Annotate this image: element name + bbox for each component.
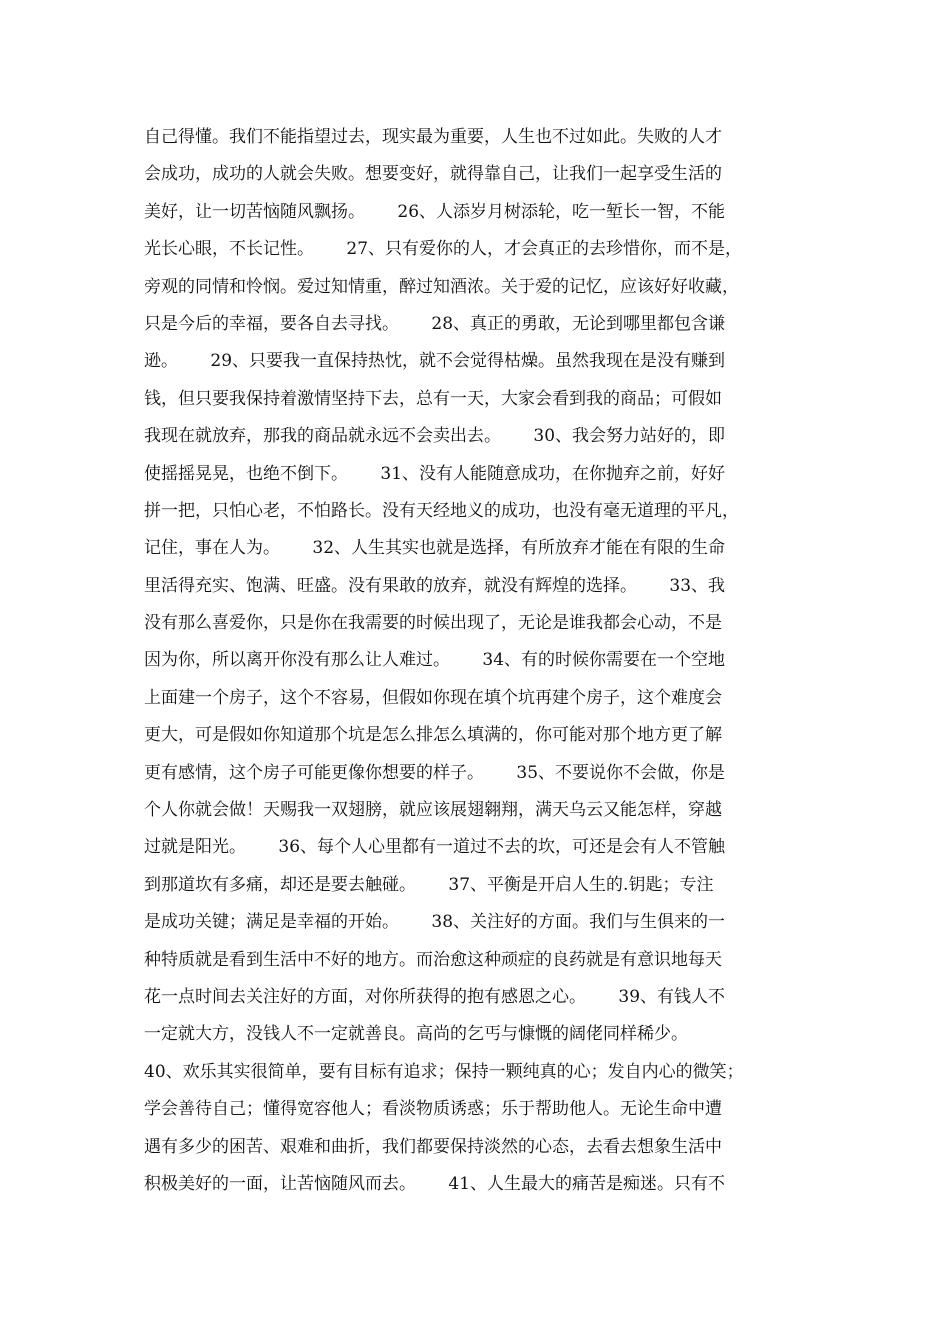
- text-line: 里活得充实、饱满、旺盛。没有果敢的放弃，就没有辉煌的选择。 33、我: [144, 575, 726, 596]
- text-line: 积极美好的一面，让苦恼随风而去。 41、人生最大的痛苦是痴迷。只有不: [144, 1173, 726, 1194]
- text-line: 逊。 29、只要我一直保持热忱，就不会觉得枯燥。虽然我现在是没有赚到: [144, 351, 726, 372]
- text-line: 学会善待自己；懂得宽容他人；看淡物质诱惑；乐于帮助他人。无论生命中遭: [144, 1099, 722, 1120]
- text-line: 更大，可是假如你知道那个坑是怎么排怎么填满的，你可能对那个地方更了解: [144, 725, 722, 746]
- text-line: 记住，事在人为。 32、人生其实也就是选择，有所放弃才能在有限的生命: [144, 538, 726, 559]
- text-line: 会成功，成功的人就会失败。想要变好，就得靠自己，让我们一起享受生活的: [144, 164, 722, 185]
- text-line: 遇有多少的困苦、艰难和曲折，我们都要保持淡然的心态，去看去想象生活中: [144, 1136, 722, 1157]
- text-line: 个人你就会做！天赐我一双翅膀，就应该展翅翱翔，满天乌云又能怎样，穿越: [144, 800, 722, 821]
- text-line: 花一点时间去关注好的方面，对你所获得的抱有感恩之心。 39、有钱人不: [144, 986, 726, 1007]
- text-line: 更有感情，这个房子可能更像你想要的样子。 35、不要说你不会做，你是: [144, 762, 726, 783]
- text-line: 自己得懂。我们不能指望过去，现实最为重要，人生也不过如此。失败的人才: [144, 127, 722, 147]
- text-line: 旁观的同情和怜悯。爱过知情重，醉过知酒浓。关于爱的记忆，应该好好收藏，: [144, 276, 739, 297]
- text-line: 光长心眼，不长记性。 27、只有爱你的人，才会真正的去珍惜你，而不是，: [144, 239, 743, 260]
- text-line: 只是今后的幸福，要各自去寻找。 28、真正的勇敢，无论到哪里都包含谦: [144, 313, 726, 334]
- text-line: 因为你，所以离开你没有那么让人难过。 34、有的时候你需要在一个空地: [144, 650, 726, 671]
- body-text: [144, 119, 814, 1203]
- text-line: 美好，让一切苦恼随风飘扬。 26、人添岁月树添轮，吃一堑长一智，不能: [144, 201, 726, 222]
- text-line: 40、欢乐其实很简单，要有目标有追求；保持一颗纯真的心；发自内心的微笑；: [144, 1061, 744, 1082]
- text-line: 过就是阳光。 36、每个人心里都有一道过不去的坎，可还是会有人不管触: [144, 837, 726, 858]
- text-line: 一定就大方，没钱人不一定就善良。高尚的乞丐与慷慨的阔佬同样稀少。: [144, 1024, 688, 1045]
- text-line: 到那道坎有多痛，却还是要去触碰。 37、平衡是开启人生的.钥匙；专注: [144, 874, 714, 895]
- text-line: 我现在就放弃，那我的商品就永远不会卖出去。 30、我会努力站好的，即: [144, 426, 726, 447]
- text-line: 钱，但只要我保持着激情坚持下去，总有一天，大家会看到我的商品；可假如: [144, 388, 722, 409]
- text-line: 是成功关键；满足是幸福的开始。 38、关注好的方面。我们与生俱来的一: [144, 912, 726, 933]
- text-line: 使摇摇晃晃，也绝不倒下。 31、没有人能随意成功，在你抛弃之前，好好: [144, 463, 726, 484]
- text-line: 没有那么喜爱你，只是你在我需要的时候出现了，无论是谁我都会心动，不是: [144, 613, 722, 634]
- text-line: 拼一把，只怕心老，不怕路长。没有天经地义的成功，也没有毫无道理的平凡，: [144, 500, 739, 521]
- text-line: 种特质就是看到生活中不好的地方。而治愈这种顽症的良药就是有意识地每天: [144, 949, 722, 970]
- text-line: 上面建一个房子，这个不容易，但假如你现在填个坑再建个房子，这个难度会: [144, 687, 722, 708]
